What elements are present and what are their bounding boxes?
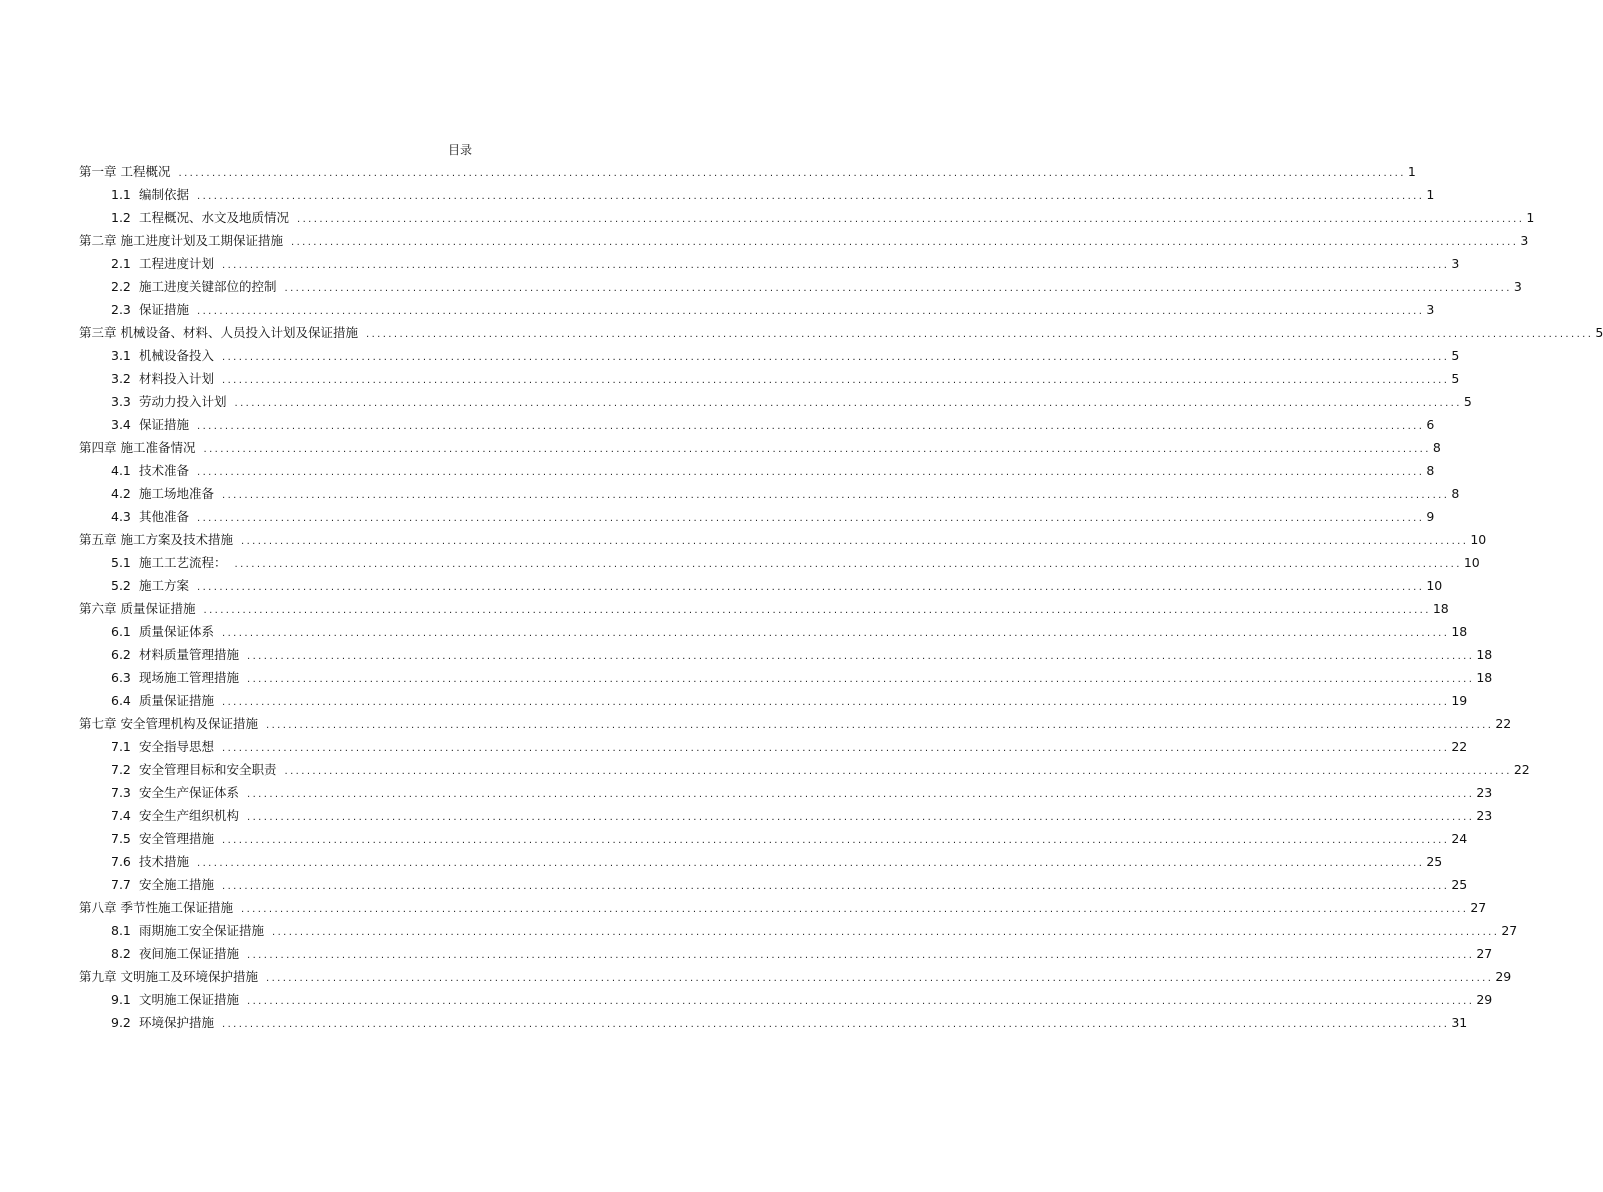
dot-leader: ............................................................................................................................................................................................................................ [265,720,1494,731]
dot-leader: ............................................................................................................................................................................................................................ [234,559,1462,570]
toc-section-entry[interactable] [79,942,1493,965]
dot-leader: ............................................................................................................................................................................................................................ [197,306,1425,317]
dot-leader: ............................................................................................................................................................................................................................ [203,444,1431,455]
toc-page-number: 18 [1432,601,1449,616]
dot-leader: ............................................................................................................................................................................................................................ [297,214,1525,225]
toc-page-number: 18 [1476,647,1493,662]
toc-chapter-entry[interactable] [79,436,1441,459]
toc-section-number: 8.2 [111,946,131,961]
toc-page-number: 8 [1432,440,1441,455]
toc-section-entry[interactable] [79,298,1435,321]
toc-section-entry[interactable] [79,344,1460,367]
toc-section-number: 6.3 [111,670,131,685]
toc-section-entry[interactable] [79,367,1460,390]
toc-page-number: 27 [1476,946,1493,961]
toc-entry-label: 施工方案 [139,578,190,593]
toc-page-number: 1 [1426,187,1435,202]
toc-section-number: 3.2 [111,371,131,386]
dot-leader: ............................................................................................................................................................................................................................ [222,835,1450,846]
dot-leader: ............................................................................................................................................................................................................................ [197,858,1425,869]
toc-page-number: 5 [1463,394,1472,409]
toc-entry-label: 材料质量管理措施 [139,647,240,662]
toc-entry-label: 安全管理目标和安全职责 [139,762,277,777]
dot-leader: ............................................................................................................................................................................................................................ [240,536,1469,547]
toc-page-number: 19 [1451,693,1468,708]
dot-leader: ............................................................................................................................................................................................................................ [178,168,1406,179]
dot-leader: ............................................................................................................................................................................................................................ [284,283,1512,294]
toc-chapter-entry[interactable] [79,896,1487,919]
toc-section-number: 4.3 [111,509,131,524]
toc-entry-label: 其他准备 [139,509,190,524]
dot-leader: ............................................................................................................................................................................................................................ [240,904,1469,915]
toc-entry-label: 工程进度计划 [139,256,215,271]
toc-page-number: 22 [1513,762,1530,777]
dot-leader: ............................................................................................................................................................................................................................ [234,398,1462,409]
toc-entry-label: 质量保证体系 [139,624,215,639]
toc-entry-label: 技术措施 [139,854,190,869]
toc-section-number: 7.1 [111,739,131,754]
toc-section-entry[interactable] [79,413,1435,436]
toc-entry-label: 第七章 安全管理机构及保证措施 [79,716,258,731]
toc-entry-label: 第六章 质量保证措施 [79,601,196,616]
toc-chapter-entry[interactable] [79,528,1487,551]
dot-leader: ............................................................................................................................................................................................................................ [197,582,1425,593]
toc-section-number: 6.1 [111,624,131,639]
toc-section-number: 7.4 [111,808,131,823]
toc-section-number: 9.1 [111,992,131,1007]
toc-section-number: 3.3 [111,394,131,409]
toc-section-entry[interactable] [79,873,1468,896]
toc-page-number: 10 [1463,555,1480,570]
toc-section-number: 7.3 [111,785,131,800]
dot-leader: ............................................................................................................................................................................................................................ [284,766,1512,777]
toc-entry-label: 现场施工管理措施 [139,670,240,685]
dot-leader: ............................................................................................................................................................................................................................ [247,674,1475,685]
toc-section-number: 3.1 [111,348,131,363]
toc-section-entry[interactable] [79,666,1493,689]
toc-section-number: 1.1 [111,187,131,202]
toc-page-number: 18 [1451,624,1468,639]
dot-leader: ............................................................................................................................................................................................................................ [197,513,1425,524]
toc-page-number: 23 [1476,785,1493,800]
toc-section-number: 6.4 [111,693,131,708]
toc-entry-label: 第五章 施工方案及技术措施 [79,532,233,547]
toc-entry-label: 第一章 工程概况 [79,164,171,179]
toc-entry-label: 文明施工保证措施 [139,992,240,1007]
toc-page-number: 8 [1426,463,1435,478]
toc-section-number: 4.2 [111,486,131,501]
toc-entry-label: 安全生产组织机构 [139,808,240,823]
toc-section-entry[interactable] [79,551,1480,574]
toc-section-number: 5.1 [111,555,131,570]
toc-section-number: 7.5 [111,831,131,846]
toc-section-entry[interactable] [79,574,1443,597]
toc-entry-label: 第四章 施工准备情况 [79,440,196,455]
toc-chapter-entry[interactable] [79,229,1529,252]
toc-section-entry[interactable] [79,505,1435,528]
toc-page-number: 1 [1526,210,1535,225]
dot-leader: ............................................................................................................................................................................................................................ [247,789,1475,800]
toc-page-number: 6 [1426,417,1435,432]
toc-list [79,160,1603,1034]
toc-entry-label: 机械设备投入 [139,348,215,363]
toc-entry-label: 第二章 施工进度计划及工期保证措施 [79,233,283,248]
toc-section-number: 2.1 [111,256,131,271]
dot-leader: ............................................................................................................................................................................................................................ [272,927,1500,938]
toc-section-entry[interactable] [79,206,1535,229]
toc-page-number: 25 [1426,854,1443,869]
toc-section-entry[interactable] [79,735,1468,758]
toc-section-entry[interactable] [79,850,1443,873]
toc-entry-label: 保证措施 [139,417,190,432]
dot-leader: ............................................................................................................................................................................................................................ [222,628,1450,639]
toc-section-entry[interactable] [79,689,1468,712]
dot-leader: ............................................................................................................................................................................................................................ [247,651,1475,662]
dot-leader: ............................................................................................................................................................................................................................ [222,375,1450,386]
toc-section-entry[interactable] [79,183,1435,206]
dot-leader: ............................................................................................................................................................................................................................ [197,191,1425,202]
toc-section-entry[interactable] [79,988,1493,1011]
toc-entry-label: 劳动力投入计划 [139,394,227,409]
toc-page-number: 5 [1451,371,1460,386]
dot-leader: ............................................................................................................................................................................................................................ [247,996,1475,1007]
toc-entry-label: 施工工艺流程： [139,555,227,570]
toc-page-number: 24 [1451,831,1468,846]
toc-page-number: 3 [1520,233,1529,248]
toc-section-entry[interactable] [79,827,1468,850]
toc-entry-label: 安全生产保证体系 [139,785,240,800]
dot-leader: ............................................................................................................................................................................................................................ [365,329,1594,340]
toc-page-number: 22 [1495,716,1512,731]
toc-section-number: 1.2 [111,210,131,225]
toc-section-number: 7.6 [111,854,131,869]
toc-title: 目录 [447,143,472,157]
toc-chapter-entry[interactable] [79,965,1512,988]
dot-leader: ............................................................................................................................................................................................................................ [222,352,1450,363]
toc-page-number: 9 [1426,509,1435,524]
dot-leader: ............................................................................................................................................................................................................................ [290,237,1519,248]
toc-page-number: 1 [1407,164,1416,179]
toc-section-entry[interactable] [79,459,1435,482]
toc-entry-label: 施工进度关键部位的控制 [139,279,277,294]
toc-section-entry[interactable] [79,1011,1468,1034]
toc-chapter-entry[interactable] [79,321,1603,344]
toc-entry-label: 安全管理措施 [139,831,215,846]
toc-section-entry[interactable] [79,252,1460,275]
toc-entry-label: 质量保证措施 [139,693,215,708]
toc-page-number: 27 [1470,900,1487,915]
dot-leader: ............................................................................................................................................................................................................................ [222,697,1450,708]
toc-page-number: 10 [1470,532,1487,547]
dot-leader: ............................................................................................................................................................................................................................ [265,973,1494,984]
toc-section-entry[interactable] [79,620,1468,643]
toc-page-number: 25 [1451,877,1468,892]
toc-section-number: 6.2 [111,647,131,662]
toc-chapter-entry[interactable] [79,160,1416,183]
toc-page-number: 29 [1476,992,1493,1007]
toc-entry-label: 第八章 季节性施工保证措施 [79,900,233,915]
toc-section-number: 7.2 [111,762,131,777]
toc-entry-label: 夜间施工保证措施 [139,946,240,961]
toc-page-number: 8 [1451,486,1460,501]
toc-section-number: 3.4 [111,417,131,432]
dot-leader: ............................................................................................................................................................................................................................ [222,743,1450,754]
dot-leader: ............................................................................................................................................................................................................................ [222,1019,1450,1030]
toc-entry-label: 安全指导思想 [139,739,215,754]
toc-page-number: 27 [1501,923,1518,938]
toc-page-number: 10 [1426,578,1443,593]
dot-leader: ............................................................................................................................................................................................................................ [197,421,1425,432]
toc-entry-label: 第三章 机械设备、材料、人员投入计划及保证措施 [79,325,358,340]
toc-page-number: 5 [1595,325,1603,340]
toc-entry-label: 工程概况、水文及地质情况 [139,210,290,225]
toc-page-number: 23 [1476,808,1493,823]
toc-section-number: 8.1 [111,923,131,938]
toc-entry-label: 技术准备 [139,463,190,478]
dot-leader: ............................................................................................................................................................................................................................ [247,950,1475,961]
toc-page-number: 5 [1451,348,1460,363]
dot-leader: ............................................................................................................................................................................................................................ [247,812,1475,823]
toc-section-entry[interactable] [79,390,1472,413]
toc-entry-label: 施工场地准备 [139,486,215,501]
toc-section-entry[interactable] [79,919,1518,942]
toc-section-number: 2.3 [111,302,131,317]
toc-entry-label: 编制依据 [139,187,190,202]
dot-leader: ............................................................................................................................................................................................................................ [203,605,1431,616]
toc-page-number: 3 [1513,279,1522,294]
toc-page-number: 22 [1451,739,1468,754]
dot-leader: ............................................................................................................................................................................................................................ [222,260,1450,271]
toc-page-number: 3 [1426,302,1435,317]
toc-entry-label: 保证措施 [139,302,190,317]
toc-section-number: 7.7 [111,877,131,892]
toc-section-entry[interactable] [79,804,1493,827]
dot-leader: ............................................................................................................................................................................................................................ [222,490,1450,501]
dot-leader: ............................................................................................................................................................................................................................ [222,881,1450,892]
toc-section-number: 5.2 [111,578,131,593]
toc-page-number: 18 [1476,670,1493,685]
toc-entry-label: 材料投入计划 [139,371,215,386]
toc-page-number: 3 [1451,256,1460,271]
toc-page-number: 29 [1495,969,1512,984]
toc-section-number: 2.2 [111,279,131,294]
toc-chapter-entry[interactable] [79,597,1449,620]
toc-section-entry[interactable] [79,482,1460,505]
toc-section-entry[interactable] [79,758,1530,781]
toc-entry-label: 雨期施工安全保证措施 [139,923,265,938]
toc-entry-label: 第九章 文明施工及环境保护措施 [79,969,258,984]
toc-entry-label: 安全施工措施 [139,877,215,892]
toc-section-entry[interactable] [79,643,1493,666]
toc-section-number: 9.2 [111,1015,131,1030]
toc-chapter-entry[interactable] [79,712,1512,735]
toc-page-number: 31 [1451,1015,1468,1030]
toc-section-number: 4.1 [111,463,131,478]
dot-leader: ............................................................................................................................................................................................................................ [197,467,1425,478]
toc-entry-label: 环境保护措施 [139,1015,215,1030]
toc-section-entry[interactable] [79,781,1493,804]
toc-section-entry[interactable] [79,275,1522,298]
